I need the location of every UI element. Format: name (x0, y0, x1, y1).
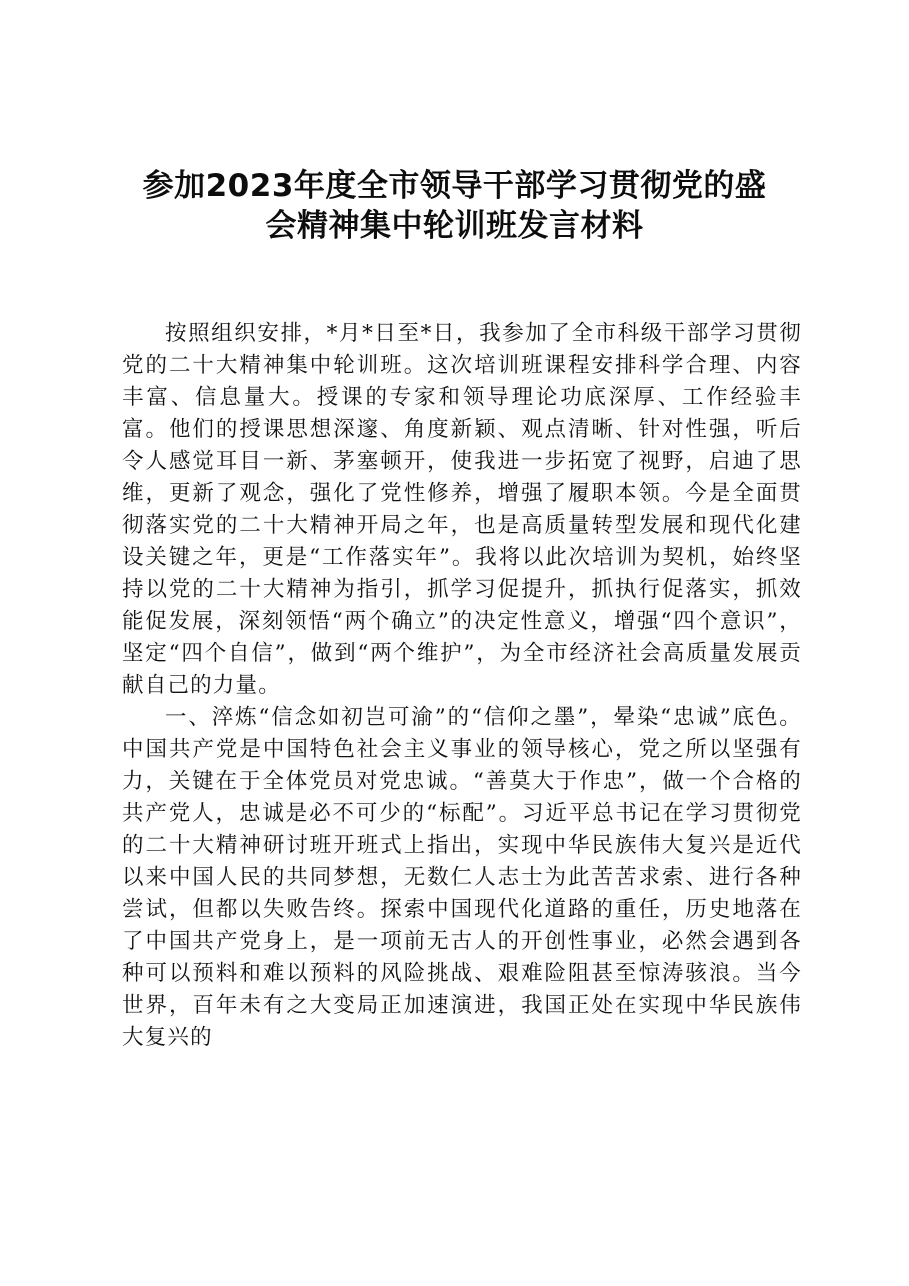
paragraph-section-1: 一、淬炼“信念如初岂可渝”的“信仰之墨”，晕染“忠诚”底色。中国共产党是中国特色社会主义事业的领导核心，党之所以坚强有力，关键在于全体党员对党忠诚。“善莫大于作忠”，做一个合格的共产党人，忠诚是必不可少的“标配”。习近平总书记在学习贯彻党的二十大精神研讨班开班式上指出，实现中华民族伟大复兴是近代以来中国人民的共同梦想，无数仁人志士为此苦苦求索、进行各种尝试，但都以失败告终。探索中国现代化道路的重任，历史地落在了中国共产党身上，是一项前无古人的开创性事业，必然会遇到各种可以预料和难以预料的风险挑战、艰难险阻甚至惊涛骇浪。当今世界，百年未有之大变局正加速演进，我国正处在实现中华民族伟大复兴的 (122, 705, 802, 1050)
document-body (122, 318, 802, 1054)
paragraph-intro: 按照组织安排，*月*日至*日，我参加了全市科级干部学习贯彻党的二十大精神集中轮训班。这次培训班课程安排科学合理、内容丰富、信息量大。授课的专家和领导理论功底深厚、工作经验丰富。他们的授课思想深邃、角度新颖、观点清晰、针对性强，听后令人感觉耳目一新、茅塞顿开，使我进一步拓宽了视野，启迪了思维，更新了观念，强化了党性修养，增强了履职本领。今是全面贯彻落实党的二十大精神开局之年，也是高质量转型发展和现代化建设关键之年，更是“工作落实年”。我将以此次培训为契机，始终坚持以党的二十大精神为指引，抓学习促提升，抓执行促落实，抓效能促发展，深刻领悟“两个确立”的决定性意义，增强“四个意识”，坚定“四个自信”，做到“两个维护”，为全市经济社会高质量发展贡献自己的力量。 (122, 321, 802, 698)
document-title-line-1: 参加2023年度全市领导干部学习贯彻党的盛 (142, 168, 767, 204)
document-title-line-2: 会精神集中轮训班发言材料 (265, 208, 644, 244)
